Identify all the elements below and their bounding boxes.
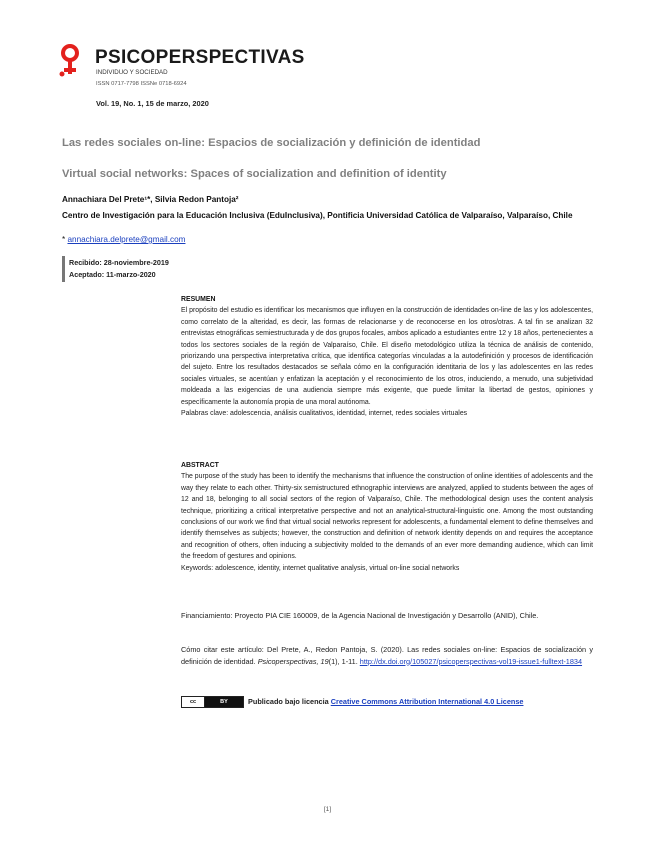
corresponding-email xyxy=(62,235,185,244)
citation-journal: Psicoperspectivas, 19 xyxy=(257,656,329,666)
journal-subtitle: INDIVIDUO Y SOCIEDAD xyxy=(96,69,168,76)
cc-badge-label: cc xyxy=(182,697,205,707)
received-date: Recibido: 28-noviembre-2019 xyxy=(69,258,169,267)
palabras-clave: Palabras clave: adolescencia, análisis cualitativos, identidad, internet, redes sociales virtuales xyxy=(181,410,468,418)
citation-issue: (1), 1-11. xyxy=(328,656,360,666)
journal-logo-icon xyxy=(58,44,82,78)
dates xyxy=(69,257,169,281)
email-link[interactable]: annachiara.delprete@gmail.com xyxy=(67,235,186,244)
funding: Financiamiento: Proyecto PIA CIE 160009, de la Agencia Nacional de Investigación y Desarrollo (ANID), Chile. xyxy=(181,611,539,620)
dates-bar xyxy=(62,256,65,282)
license-link[interactable]: Creative Commons Attribution International 4.0 License xyxy=(330,697,524,706)
issn: ISSN 0717-7798 ISSNe 0718-6924 xyxy=(96,81,187,87)
page-number: [1] xyxy=(323,806,332,813)
email-prefix: * xyxy=(62,235,68,244)
doi-link[interactable]: http://dx.doi.org/105027/psicoperspectivas-vol19-issue1-fulltext-1834 xyxy=(359,656,583,666)
resumen-section xyxy=(181,294,593,419)
cc-by-badge-icon xyxy=(181,696,244,708)
authors: Annachiara Del Prete¹*, Silvia Redon Pantoja² xyxy=(62,195,239,204)
keywords: Keywords: adolescence, identity, internet qualitative analysis, virtual on-line social networks xyxy=(181,564,460,572)
license-line xyxy=(248,697,523,706)
citation xyxy=(181,644,593,667)
accepted-date: Aceptado: 11-marzo-2020 xyxy=(69,270,156,279)
resumen-heading: RESUMEN xyxy=(181,296,216,303)
volume-info: Vol. 19, No. 1, 15 de marzo, 2020 xyxy=(96,99,209,108)
resumen-body: El propósito del estudio es identificar los mecanismos que influyen en la construcción de identidades on-line de las y los adolescentes, como correlato de la alteridad, es decir, las formas de relacionarse y de reconocerse en los otros/otras. A tal fin se analizan 32 entrevistas etnográficas semiestructurada y de dos grupos focales, ambos aplicado a estudiantes entre 12 y 18 años, pertenecientes a todos los sectores sociales de la región de Valparaíso, Chile. El diseño metodológico utiliza la técnica de análisis de contenido, priorizando una perspectiva interpretativa crítica, que identifica categorías vinculadas a la autodefinición y procesos de identificación del sujeto. Entre los resultados destacados se señala cómo en la configuración identitaria de los y las adolescentes en las redes sociales virtuales, se acentúan y enfatizan la aceptación y el reconocimiento de los otros, induciendo, a menudo, una subjetividad moldeada a las exigencias de una audiencia siempre más exigente, que puede limitar la libertad de gestos, opiniones y específicamente la autonomía propia de una moral autónoma. xyxy=(181,307,593,406)
license-prefix: Publicado bajo licencia xyxy=(248,697,331,706)
journal-brand: PSICOPERSPECTIVAS xyxy=(95,47,305,68)
abstract-body: The purpose of the study has been to identify the mechanisms that influence the construction of online identities of adolescents and the way they relate to each other. Thirty-six semistructured ethnographic interviews are analyzed, applied to students between the ages of 12 and 18, belonging to all social sectors of the region of Valparaíso, Chile. The methodological design uses the content analysis technique, prioritizing a critical interpretative perspective and not an analytical-structural-linguistic one. Among the most outstanding conclusions of our work we find that virtual social networks represent for adolescents, a fundamental element to define themselves and identify themselves as subjects; however, the construction and definition of network identity depends on and requires the acceptance and recognition of others, often inducing a subjectivity molded to the demands of an ever more demanding audience, which can limit the freedom of gestures and opinions. xyxy=(181,473,593,561)
title-english: Virtual social networks: Spaces of socialization and definition of identity xyxy=(62,168,447,180)
abstract-heading: ABSTRACT xyxy=(181,462,219,469)
citation-text: Cómo citar este artículo: Del Prete, A., Redon Pantoja, S. (2020). Las redes sociales on-line: Espacios de socialización y definición de identidad. xyxy=(181,645,593,666)
affiliation: Centro de Investigación para la Educación Inclusiva (EduInclusiva), Pontificia Universidad Católica de Valparaíso, Valparaíso, Chile xyxy=(62,211,573,220)
title-spanish: Las redes sociales on-line: Espacios de socialización y definición de identidad xyxy=(62,137,481,149)
by-badge-label: BY xyxy=(205,697,243,707)
abstract-section xyxy=(181,460,593,574)
